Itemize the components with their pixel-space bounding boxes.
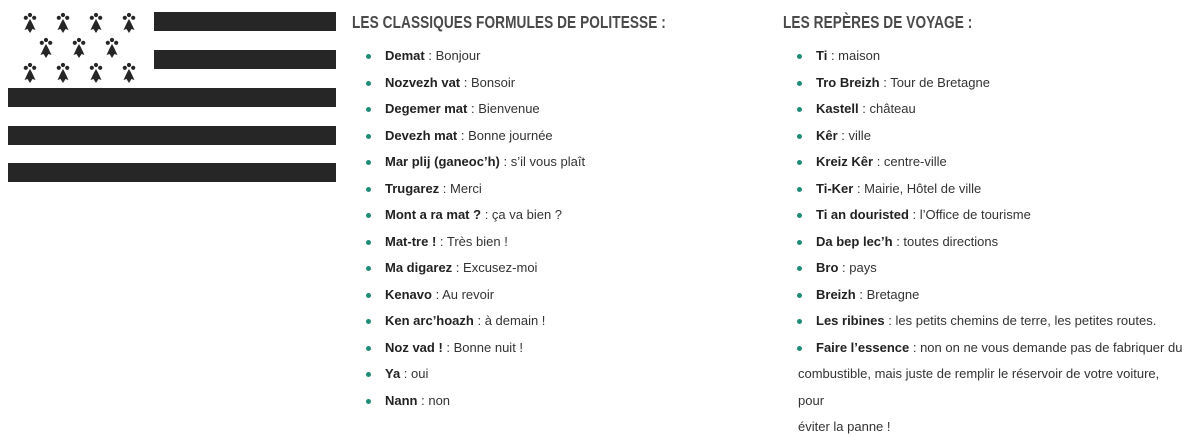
separator: :: [879, 74, 891, 90]
separator: :: [452, 260, 464, 275]
list-item: [783, 149, 1188, 176]
term: Tro Breizh: [816, 74, 880, 90]
meaning: à demain !: [484, 313, 546, 328]
separator: :: [457, 127, 469, 143]
bullet-icon: [797, 240, 802, 245]
separator: :: [473, 313, 485, 328]
term: Kenavo: [385, 286, 432, 302]
term: Degemer mat: [385, 101, 468, 116]
separator: :: [400, 366, 412, 381]
meaning: ville: [848, 127, 871, 143]
separator: :: [460, 74, 471, 90]
term: Ya: [385, 366, 401, 381]
bullet-icon: [797, 54, 802, 59]
term: Da bep lec’h: [816, 233, 893, 249]
separator: :: [908, 207, 920, 222]
list-item: [352, 43, 762, 70]
term: Bro: [816, 260, 839, 275]
bullet-icon: [366, 213, 371, 218]
meaning: maison: [838, 48, 881, 63]
list-item: [783, 202, 1188, 229]
list-item: [783, 282, 1188, 309]
list-item: [352, 308, 762, 335]
term: Faire l’essence: [816, 339, 910, 355]
bullet-icon: [366, 187, 371, 192]
bullet-icon: [366, 346, 371, 351]
list-item: [783, 70, 1188, 97]
separator: :: [892, 233, 904, 249]
list-item: [783, 229, 1188, 256]
politesse-section: [352, 10, 762, 414]
meaning: Bonsoir: [470, 74, 516, 90]
separator: :: [884, 313, 896, 328]
list-item: [352, 149, 762, 176]
list-item: [352, 255, 762, 282]
list-item: [352, 96, 762, 123]
bullet-icon: [366, 107, 371, 112]
separator: :: [853, 180, 865, 196]
meaning: Bonne journée: [468, 127, 553, 143]
term: Kastell: [816, 101, 859, 116]
bullet-icon: [797, 293, 802, 298]
term: Mar plij (ganeoc’h): [385, 154, 500, 169]
list-item: [352, 176, 762, 203]
meaning: non: [428, 392, 451, 408]
meaning: oui: [411, 366, 429, 381]
meaning: s’il vous plaît: [510, 154, 586, 169]
term: Ma digarez: [385, 260, 453, 275]
term: Ti-Ker: [816, 180, 854, 196]
separator: :: [838, 260, 850, 275]
bullet-icon: [797, 319, 802, 324]
separator: :: [873, 154, 884, 169]
bullet-icon: [366, 240, 371, 245]
bullet-icon: [366, 372, 371, 377]
bullet-icon: [797, 81, 802, 86]
politesse-list: [352, 43, 762, 414]
meaning-line-2: combustible, mais juste de remplir le réservoir de votre voiture, pour: [798, 366, 1160, 408]
bullet-icon: [366, 319, 371, 324]
separator: :: [855, 286, 867, 302]
breton-flag-image: [8, 12, 336, 182]
bullet-icon: [797, 187, 802, 192]
bullet-icon: [366, 81, 371, 86]
term: Les ribines: [816, 313, 885, 328]
term: Ken arc’hoazh: [385, 313, 474, 328]
separator: :: [909, 339, 921, 355]
term: Mont a ra mat ?: [385, 207, 482, 222]
meaning: Excusez-moi: [463, 260, 538, 275]
term: Noz vad !: [385, 339, 443, 355]
list-item: [352, 335, 762, 362]
list-item-multiline: [783, 335, 1188, 441]
meaning-line-1: non on ne vous demande pas de fabriquer du: [920, 339, 1183, 355]
separator: :: [827, 48, 839, 63]
separator: :: [417, 392, 429, 408]
separator: :: [442, 339, 454, 355]
list-item: [783, 308, 1188, 335]
meaning: Bonne nuit !: [453, 339, 524, 355]
voyage-heading: LES REPÈRES DE VOYAGE :: [783, 12, 973, 32]
meaning: Très bien !: [446, 233, 508, 249]
term: Trugarez: [385, 180, 440, 196]
meaning: ça va bien ?: [491, 207, 563, 222]
term: Devezh mat: [385, 127, 458, 143]
list-item: [783, 43, 1188, 70]
bullet-icon: [366, 399, 371, 404]
list-item: [352, 388, 762, 415]
term: Ti: [816, 48, 828, 63]
bullet-icon: [797, 346, 802, 351]
separator: :: [431, 286, 443, 302]
separator: :: [837, 127, 849, 143]
bullet-icon: [797, 134, 802, 139]
voyage-section: [783, 10, 1188, 441]
list-item: [352, 229, 762, 256]
separator: :: [858, 101, 870, 116]
term: Ti an douristed: [816, 207, 909, 222]
list-item: [352, 202, 762, 229]
list-item: [352, 70, 762, 97]
bullet-icon: [366, 160, 371, 165]
list-item: [783, 255, 1188, 282]
term: Breizh: [816, 286, 856, 302]
list-item: [783, 96, 1188, 123]
separator: :: [481, 207, 492, 222]
list-item: [352, 123, 762, 150]
bullet-icon: [797, 266, 802, 271]
meaning: Bonjour: [435, 48, 481, 63]
term: Kêr: [816, 127, 838, 143]
politesse-heading: LES CLASSIQUES FORMULES DE POLITESSE :: [352, 12, 666, 32]
term: Nann: [385, 392, 418, 408]
term: Kreiz Kêr: [816, 154, 874, 169]
list-item: [783, 123, 1188, 150]
bullet-icon: [366, 54, 371, 59]
meaning: Tour de Bretagne: [890, 74, 990, 90]
meaning: Au revoir: [442, 286, 495, 302]
bullet-icon: [366, 266, 371, 271]
meaning: Bretagne: [866, 286, 920, 302]
bullet-icon: [797, 160, 802, 165]
term: Demat: [385, 48, 425, 63]
separator: :: [424, 48, 436, 63]
separator: :: [436, 233, 447, 249]
bullet-icon: [797, 213, 802, 218]
bullet-icon: [366, 134, 371, 139]
meaning-line-3: éviter la panne !: [798, 419, 891, 434]
voyage-list: [783, 43, 1188, 441]
meaning: l’Office de tourisme: [919, 207, 1031, 222]
term: Nozvezh vat: [385, 74, 461, 90]
list-item: [783, 176, 1188, 203]
meaning: les petits chemins de terre, les petites routes.: [895, 313, 1157, 328]
meaning: toutes directions: [903, 233, 999, 249]
meaning: pays: [849, 260, 877, 275]
meaning: château: [869, 101, 916, 116]
separator: :: [467, 101, 479, 116]
bullet-icon: [797, 107, 802, 112]
list-item: [352, 282, 762, 309]
meaning: Mairie, Hôtel de ville: [864, 180, 982, 196]
first-line: [798, 340, 1182, 355]
list-item: [352, 361, 762, 388]
meaning: centre-ville: [883, 154, 947, 169]
bullet-icon: [366, 293, 371, 298]
term: Mat-tre !: [385, 233, 437, 249]
separator: :: [439, 180, 451, 196]
meaning: Merci: [450, 180, 482, 196]
separator: :: [499, 154, 511, 169]
meaning: Bienvenue: [478, 101, 540, 116]
